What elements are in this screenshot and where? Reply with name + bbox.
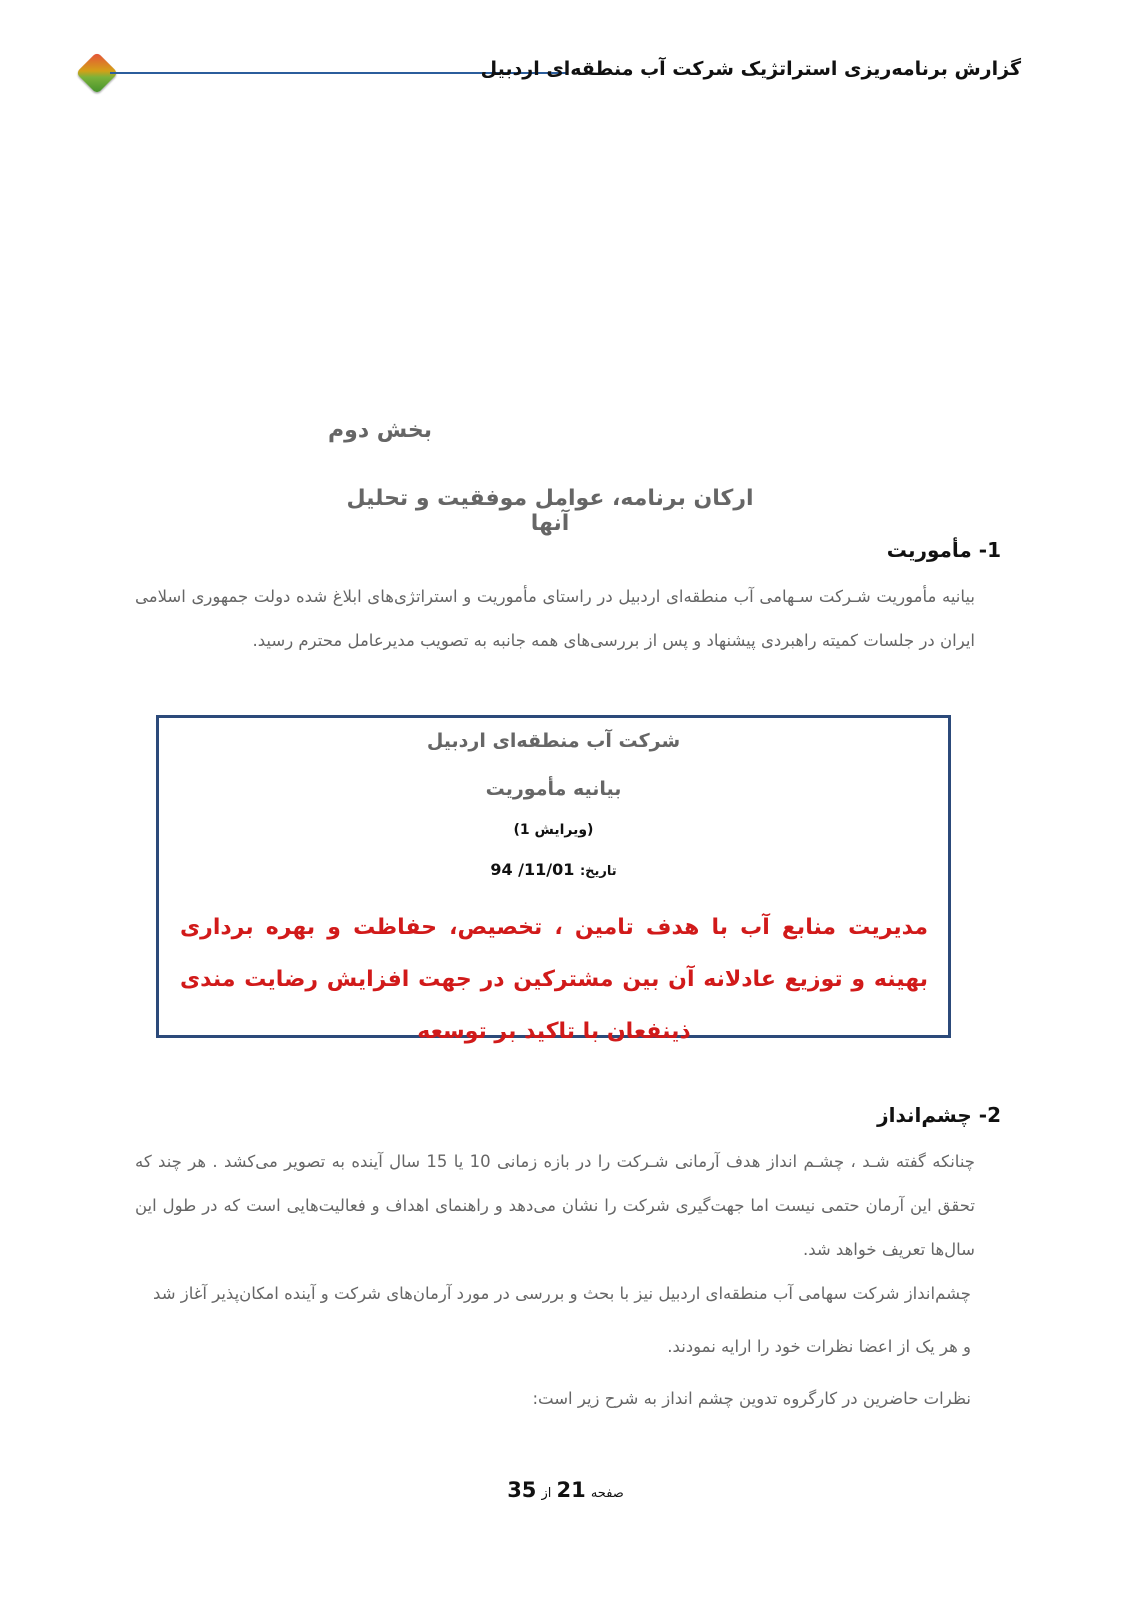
part-subtitle: ارکان برنامه، عوامل موفقیت و تحلیل آنها	[346, 486, 754, 536]
mission-statement-text: مدیریت منابع آب با هدف تامین ، تخصیص، حفاظت و بهره برداری بهینه و توزیع عادلانه آن بین مشترکین در جهت افزایش رضایت مندی ذینفعان با تاکید بر توسعه	[180, 915, 928, 1044]
page-footer	[0, 1478, 1131, 1502]
footer-page-number: 21	[556, 1478, 586, 1502]
mission-box-date	[156, 860, 951, 879]
vision-line-1: چشم‌انداز شرکت سهامی آب منطقه‌ای اردبیل نیز با بحث و بررسی در مورد آرمان‌های شرکت و آینده امکان‌پذیر آغاز شد	[153, 1284, 971, 1303]
mission-box-date-label: تاریخ:	[579, 864, 617, 879]
part-title: بخش دوم	[328, 418, 432, 443]
mission-box-company: شرکت آب منطقه‌ای اردبیل	[426, 730, 681, 752]
footer-total-pages: 35	[507, 1478, 537, 1502]
header-title: گزارش برنامه‌ریزی استراتژیک شرکت آب منطقه‌ای اردبیل	[480, 58, 1021, 80]
section-heading-mission: 1- مأموریت	[886, 538, 1001, 562]
mission-intro-paragraph: بیانیه مأموریت شـرکت سـهامی آب منطقه‌ای اردبیل در راستای مأموریت و استراتژی‌های ابلاغ شده دولت جمهوری اسلامی ایران در جلسات کمیته راهبردی پیشنهاد و پس از بررسی‌های همه جانبه به تصویب مدیرعامل محترم رسید.	[135, 587, 975, 650]
mission-box-label: بیانیه مأموریت	[485, 778, 622, 800]
vision-line-3: نظرات حاضرین در کارگروه تدوین چشم انداز به شرح زیر است:	[532, 1389, 971, 1408]
mission-box-date-value: 94 /11/01	[490, 860, 575, 879]
section-heading-vision: 2- چشم‌انداز	[877, 1103, 1001, 1127]
mission-box-edition: (ویرایش 1)	[513, 822, 594, 838]
vision-intro-paragraph: چنانکه گفته شـد ، چشـم انداز هدف آرمانی شـرکت را در بازه زمانی 10 یا 15 سال آینده به تصویر می‌کشد . هر چند که تحقق این آرمان حتمی نیست اما جهت‌گیری شرکت را نشان می‌دهد و راهنمای اهداف و فعالیت‌هایی است که در طول این سال‌ها تعریف خواهد شد.	[135, 1152, 975, 1259]
footer-of-word: از	[541, 1486, 552, 1501]
vision-line-2: و هر یک از اعضا نظرات خود را ارایه نمودند.	[667, 1337, 971, 1356]
footer-page-word: صفحه	[590, 1486, 624, 1501]
